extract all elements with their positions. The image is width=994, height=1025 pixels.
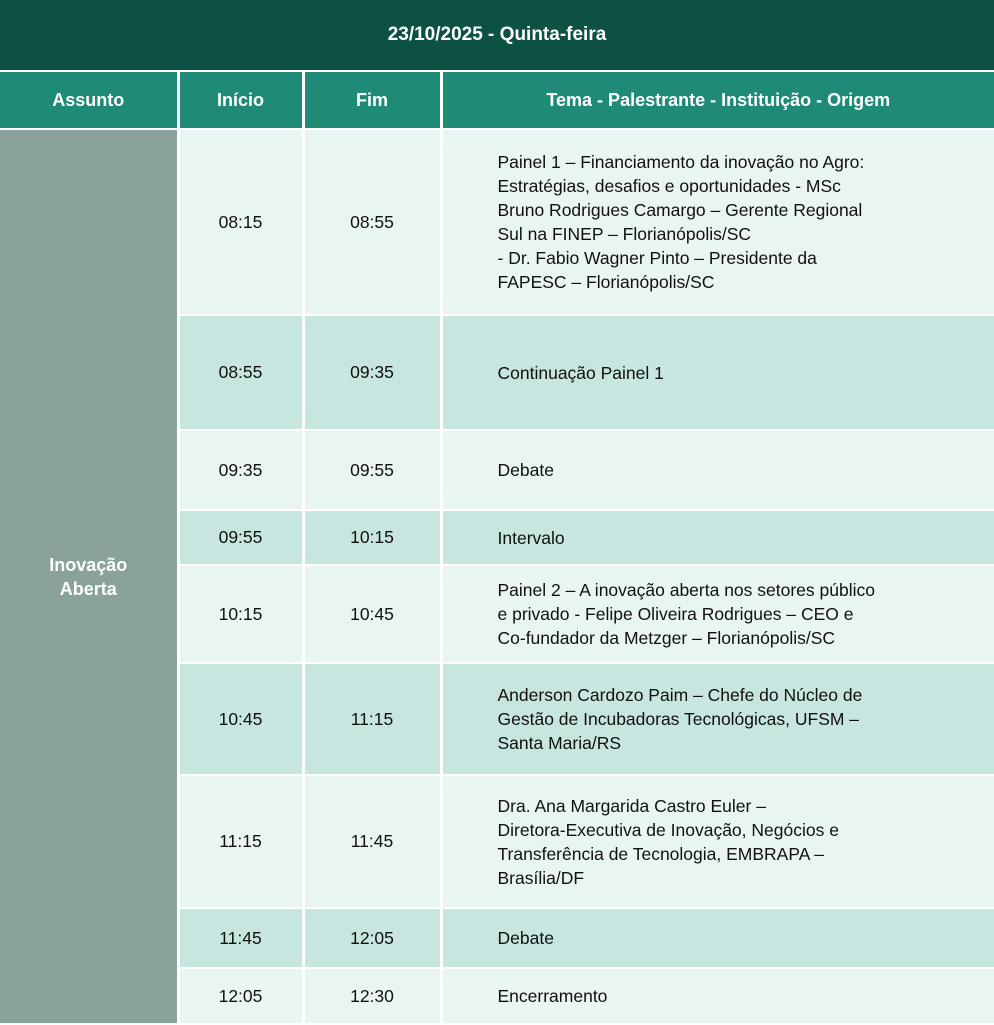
table-row — [0, 129, 994, 315]
topic-line: Painel 2 – A inovação aberta nos setores público — [497, 580, 875, 600]
date-title-text: 23/10/2025 - Quinta-feira — [387, 24, 607, 45]
header-topic: Tema - Palestrante - Instituição - Origem — [441, 72, 994, 129]
topic-line: Brasília/DF — [497, 867, 585, 888]
topic-line: Intervalo — [497, 527, 565, 548]
topic-line: Bruno Rodrigues Camargo – Gerente Regional — [497, 200, 863, 220]
topic-line: Diretora-Executiva de Inovação, Negócios e — [497, 819, 839, 840]
topic-cell — [441, 510, 994, 565]
topic-line: Santa Maria/RS — [497, 733, 622, 753]
topic-cell — [441, 430, 994, 510]
start-time: 10:15 — [178, 565, 303, 663]
topic-line: Anderson Cardozo Paim – Chefe do Núcleo de — [497, 685, 863, 705]
topic-cell — [441, 908, 994, 968]
schedule-date-title — [0, 0, 994, 70]
end-time: 11:45 — [303, 775, 441, 908]
topic-line: - Dr. Fabio Wagner Pinto – Presidente da — [497, 248, 817, 268]
start-time: 12:05 — [178, 968, 303, 1024]
topic-cell — [441, 775, 994, 908]
topic-cell — [441, 968, 994, 1024]
end-time: 12:30 — [303, 968, 441, 1024]
end-time: 08:55 — [303, 129, 441, 315]
start-time: 11:15 — [178, 775, 303, 908]
end-time: 11:15 — [303, 663, 441, 775]
topic-cell — [441, 663, 994, 775]
topic-line: Encerramento — [497, 986, 608, 1006]
topic-cell — [441, 565, 994, 663]
end-time: 09:55 — [303, 430, 441, 510]
end-time: 10:15 — [303, 510, 441, 565]
table-header-row — [0, 72, 994, 129]
start-time: 08:15 — [178, 129, 303, 315]
topic-cell — [441, 129, 994, 315]
topic-line: Continuação Painel 1 — [497, 362, 664, 383]
topic-cell — [441, 315, 994, 430]
end-time: 12:05 — [303, 908, 441, 968]
end-time: 09:35 — [303, 315, 441, 430]
topic-line: Co-fundador da Metzger – Florianópolis/SC — [497, 628, 836, 648]
start-time: 09:55 — [178, 510, 303, 565]
topic-line: Transferência de Tecnologia, EMBRAPA – — [497, 843, 825, 864]
start-time: 09:35 — [178, 430, 303, 510]
topic-line: FAPESC – Florianópolis/SC — [497, 272, 715, 292]
start-time: 11:45 — [178, 908, 303, 968]
topic-line: Debate — [497, 460, 554, 480]
header-end: Fim — [303, 72, 441, 129]
header-start: Início — [178, 72, 303, 129]
topic-line: Debate — [497, 928, 554, 948]
start-time: 10:45 — [178, 663, 303, 775]
topic-line: Painel 1 – Financiamento da inovação no Agro: — [497, 152, 865, 172]
topic-line: Sul na FINEP – Florianópolis/SC — [497, 224, 752, 244]
topic-line: Estratégias, desafios e oportunidades - MSc — [497, 176, 841, 196]
topic-line: Gestão de Incubadoras Tecnológicas, UFSM – — [497, 709, 860, 729]
subject-cell — [0, 129, 178, 1024]
subject-line-2: Aberta — [59, 578, 117, 599]
topic-line: Dra. Ana Margarida Castro Euler – — [497, 795, 766, 816]
start-time: 08:55 — [178, 315, 303, 430]
schedule-table — [0, 72, 994, 1025]
topic-line: e privado - Felipe Oliveira Rodrigues – CEO e — [497, 604, 854, 624]
header-subject: Assunto — [0, 72, 178, 129]
subject-line-1: Inovação — [49, 554, 128, 575]
end-time: 10:45 — [303, 565, 441, 663]
